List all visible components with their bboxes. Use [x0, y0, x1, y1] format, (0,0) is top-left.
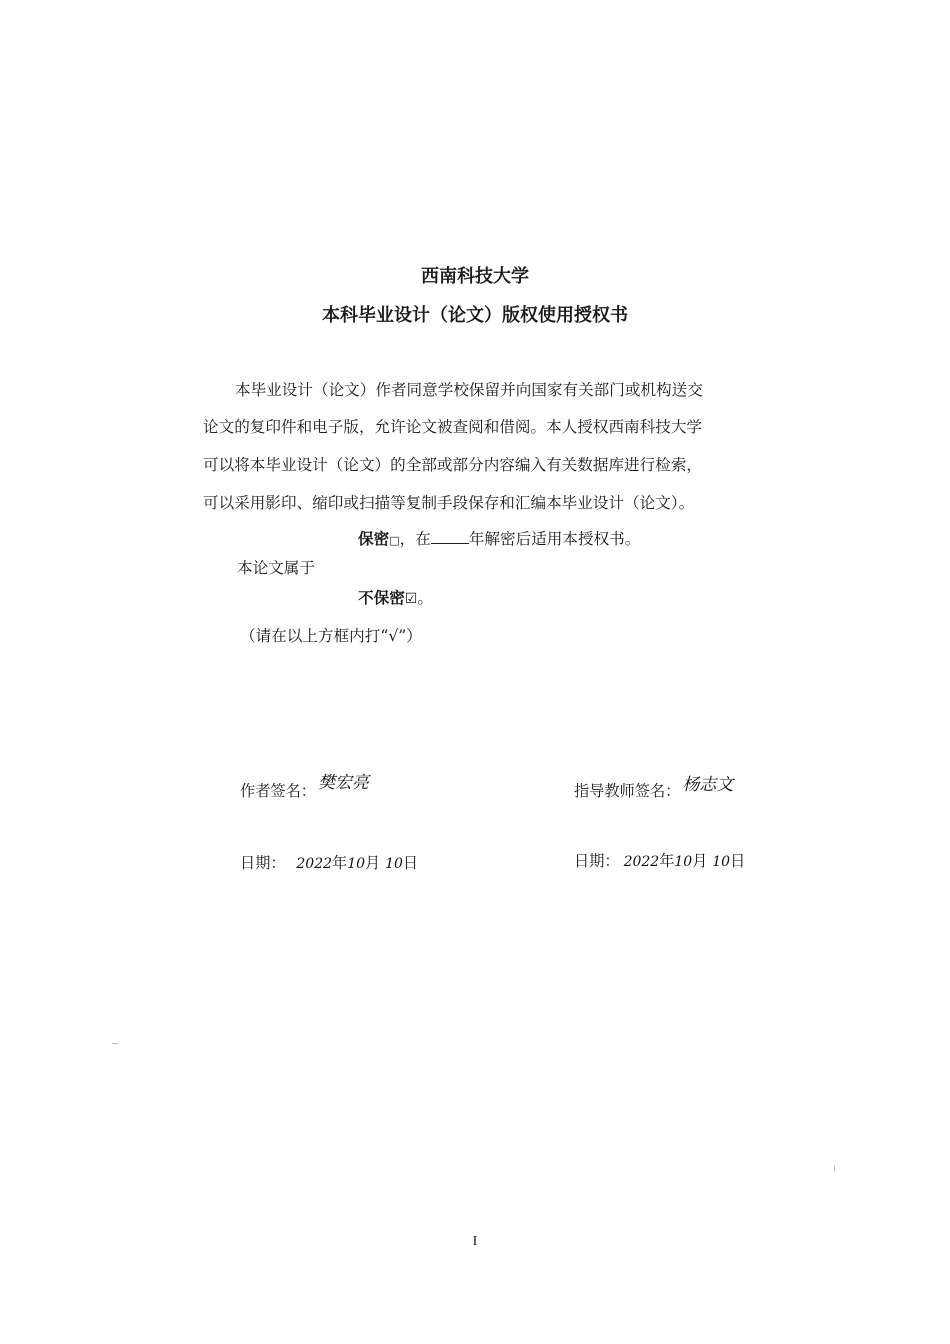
year-blank [431, 529, 469, 544]
body-line-1: 本毕业设计（论文）作者同意学校保留并向国家有关部门或机构送交 [235, 381, 703, 399]
author-date-month-unit: 月 [365, 854, 381, 872]
secret-checkbox: □ [389, 534, 400, 547]
scan-speck [834, 1166, 835, 1171]
nonsecret-label: 不保密 [358, 588, 405, 607]
advisor-date-month: 10 [674, 854, 693, 870]
author-date-year: 2022 [296, 856, 333, 872]
advisor-date-year-unit: 年 [659, 852, 675, 870]
nonsecret-option-line [358, 586, 433, 608]
author-date-day-unit: 日 [402, 854, 419, 872]
advisor-date-year: 2022 [623, 854, 660, 870]
advisor-signature-line [574, 776, 733, 801]
belongs-label: 本论文属于 [237, 559, 315, 577]
advisor-signature-label: 指导教师签名： [574, 782, 681, 800]
body-line-4: 可以采用影印、缩印或扫描等复制手段保存和汇编本毕业设计（论文）。 [203, 494, 695, 512]
advisor-date-label: 日期： [574, 852, 620, 870]
advisor-date-day-unit: 日 [730, 852, 746, 870]
author-date-year-unit: 年 [332, 854, 348, 872]
body-line-3: 可以将本毕业设计（论文）的全部或部分内容编入有关数据库进行检索， [203, 456, 703, 474]
author-signature-line [240, 773, 369, 801]
instruction-text: （请在以上方框内打“√”） [240, 627, 422, 645]
document-title: 本科毕业设计（论文）版权使用授权书 [322, 305, 628, 326]
author-signature: 樊宏亮 [317, 773, 369, 793]
body-line-2: 论文的复印件和电子版，允许论文被查阅和借阅。本人授权西南科技大学 [203, 418, 703, 436]
advisor-date-day: 10 [712, 854, 731, 870]
author-signature-label: 作者签名： [240, 782, 316, 800]
advisor-date-month-unit: 月 [692, 852, 708, 870]
nonsecret-checkbox: ☑ [404, 591, 418, 607]
nonsecret-suffix: 。 [417, 589, 433, 607]
page-number: I [472, 1234, 478, 1249]
author-date-line [240, 852, 418, 873]
author-date-label: 日期： [240, 854, 286, 872]
author-date-day: 10 [385, 856, 403, 872]
secret-suffix: 年解密后适用本授权书。 [468, 530, 641, 548]
secret-option-line [358, 527, 640, 549]
secret-label: 保密 [358, 529, 390, 548]
advisor-date-line [574, 850, 745, 871]
advisor-signature: 杨志文 [682, 775, 734, 795]
scan-speck [112, 1043, 118, 1044]
author-date-month: 10 [347, 856, 366, 872]
university-title: 西南科技大学 [421, 266, 529, 287]
secret-middle: ，在 [399, 530, 431, 548]
